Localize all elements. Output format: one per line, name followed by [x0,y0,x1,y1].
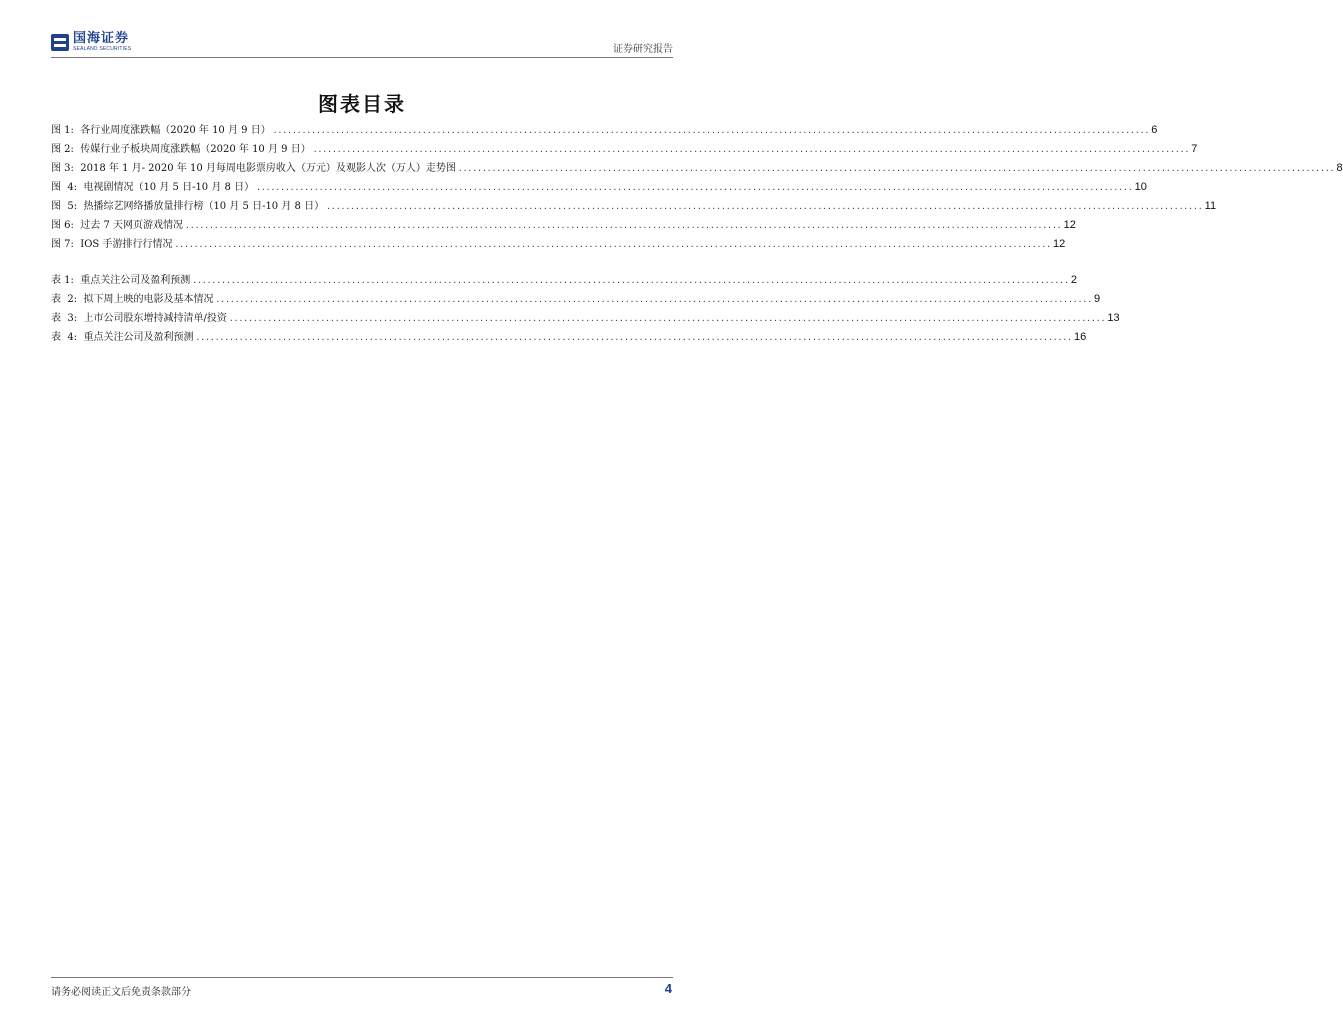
toc-entry-label: 图 1: 各行业周度涨跌幅（2020 年 10 月 9 日） [51,125,271,136]
toc-entry-label: 图 6: 过去 7 天网页游戏情况 [51,220,183,231]
toc-entry-page: 2 [1070,274,1077,286]
toc-entry[interactable] [51,197,1217,216]
header-divider [51,57,673,58]
page-header [51,30,673,58]
toc-entry-label: 表 1: 重点关注公司及盈利预测 [51,275,191,286]
footer-divider [51,977,673,978]
page-number: 4 [664,981,672,996]
toc-entry-page: 12 [1053,238,1066,250]
logo-english-name: SEALAND SECURITIES [73,46,132,52]
dot-leader: ...................................................................................................................................................................................... [326,202,1203,211]
dot-leader: ...................................................................................................................................................................................... [228,314,1106,323]
tables-list [51,271,1120,347]
toc-entry-page: 11 [1204,200,1217,212]
dot-leader: ...................................................................................................................................................................................... [272,126,1150,135]
dot-leader: ...................................................................................................................................................................................... [192,276,1069,285]
toc-entry-page: 10 [1134,181,1147,193]
toc-entry[interactable] [51,178,1147,197]
dot-leader: ...................................................................................................................................................................................... [185,221,1062,230]
toc-entry-page: 6 [1151,124,1158,136]
toc-entry[interactable] [51,309,1120,328]
company-logo [51,32,131,52]
toc-entry[interactable] [51,328,1087,347]
toc-entry[interactable] [51,290,1101,309]
dot-leader: ...................................................................................................................................................................................... [215,295,1093,304]
dot-leader: ...................................................................................................................................................................................... [457,164,1335,173]
toc-entry[interactable] [51,235,1066,254]
logo-icon [51,34,69,51]
toc-entry-page: 8 [1336,162,1343,174]
toc-entry[interactable] [51,216,1076,235]
toc-entry[interactable] [51,271,1077,290]
toc-entry-label: 图 4: 电视剧情况（10 月 5 日-10 月 8 日） [51,182,255,193]
toc-entry-label: 图 2: 传媒行业子板块周度涨跌幅（2020 年 10 月 9 日） [51,144,311,155]
toc-entry-label: 图 5: 热播综艺网络播放量排行榜（10 月 5 日-10 月 8 日） [51,201,325,212]
dot-leader: ...................................................................................................................................................................................... [256,183,1133,192]
toc-entry-label: 表 4: 重点关注公司及盈利预测 [51,332,194,343]
toc-entry-label: 表 3: 上市公司股东增持减持清单/投资 [51,313,227,324]
dot-leader: ...................................................................................................................................................................................... [174,240,1052,249]
toc-entry-label: 图 3: 2018 年 1 月- 2020 年 10 月每周电影票房收入（万元）及观影人次（万人）走势图 [51,163,456,174]
toc-entry-page: 13 [1107,312,1120,324]
toc-entry[interactable] [51,159,1343,178]
toc-entry-page: 12 [1063,219,1076,231]
toc-entry-page: 7 [1191,143,1198,155]
toc-entry-label: 表 2: 拟下周上映的电影及基本情况 [51,294,214,305]
toc-entry[interactable] [51,121,1158,140]
toc-entry[interactable] [51,140,1198,159]
toc-entry-page: 9 [1094,293,1101,305]
toc-entry-page: 16 [1074,331,1087,343]
footer-disclaimer: 请务必阅读正文后免责条款部分 [51,987,191,998]
report-type-label: 证券研究报告 [613,44,673,55]
dot-leader: ...................................................................................................................................................................................... [312,145,1190,154]
dot-leader: ...................................................................................................................................................................................... [195,333,1073,342]
figures-list [51,121,1343,254]
page-title: 图表目录 [318,92,406,116]
logo-chinese-name: 国海证券 [73,31,130,46]
toc-entry-label: 图 7: IOS 手游排行行情况 [51,239,173,250]
